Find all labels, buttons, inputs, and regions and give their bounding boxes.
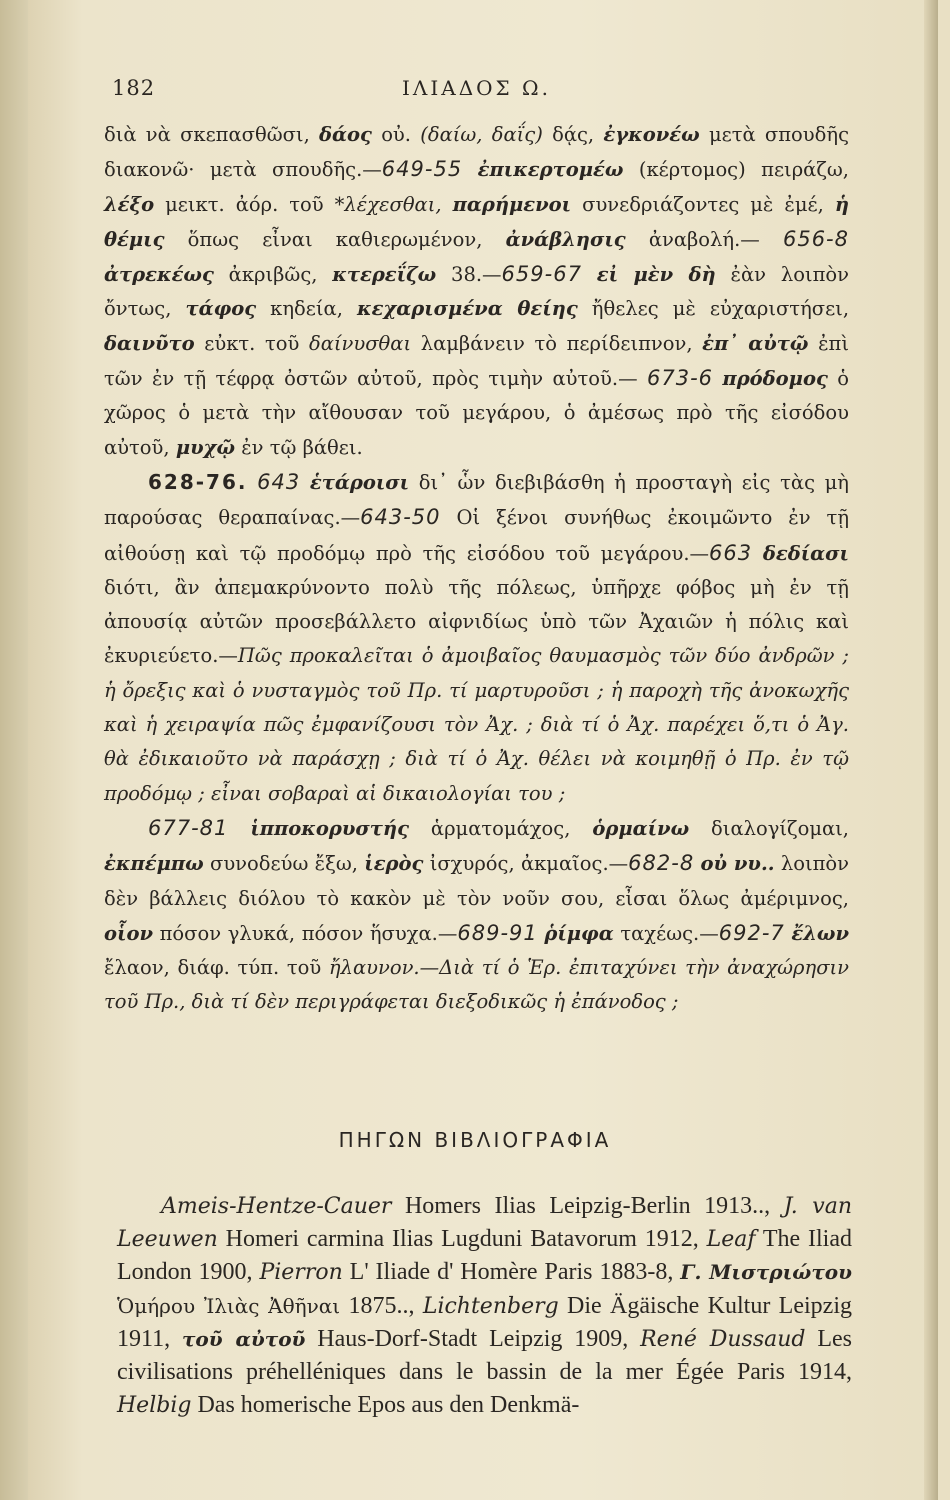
text-span: ἰσχυρός, ἀκμαῖος.— bbox=[423, 852, 629, 876]
text-span: Ὁμήρου Ἰλιὰς Ἀθῆναι bbox=[117, 1293, 341, 1318]
text-span: διαλογίζομαι, bbox=[689, 816, 850, 840]
text-span: μεικτ. ἀόρ. τοῦ bbox=[154, 192, 335, 216]
lemma-term: τάφος bbox=[185, 297, 257, 321]
lemma-term: ἱερὸς bbox=[364, 852, 424, 876]
lemma-term: ἡ θέμις bbox=[104, 192, 850, 251]
author-name: Leaf bbox=[706, 1227, 756, 1253]
text-span: 38.— bbox=[436, 263, 502, 287]
bibliography-heading: ΠΗΓΩΝ ΒΙΒΛΙΟΓΡΑΦΙΑ bbox=[338, 1128, 612, 1152]
text-span bbox=[247, 471, 257, 494]
bibliography-text bbox=[117, 1190, 852, 1422]
lemma-term: δάος bbox=[319, 123, 372, 146]
lemma-term: δαινῦτο bbox=[104, 331, 195, 355]
lemma-term: οὐ νυ.. bbox=[700, 852, 775, 876]
text-span: δι᾽ ὧν διεβιβάσθη ἡ προσταγὴ εἰς τὰς μὴ παρούσας θεραπαίνας.— bbox=[104, 470, 849, 530]
author-name: J. van Leeuwen bbox=[117, 1194, 852, 1253]
text-span: The Iliad London 1900, bbox=[117, 1226, 852, 1286]
commentary-paragraph bbox=[104, 118, 849, 465]
text-span: εὐκτ. τοῦ bbox=[194, 331, 309, 355]
lemma-term: ἐπικερτομέω bbox=[477, 158, 624, 182]
text-span: Homeri carmina Ilias Lugduni Batavorum 1912, bbox=[217, 1226, 707, 1253]
text-span bbox=[713, 367, 722, 390]
text-span: οὐ. bbox=[371, 123, 421, 146]
text-span: ἔλαον, διάφ. τύπ. τοῦ bbox=[104, 956, 329, 980]
lemma-term: παρήμενοι bbox=[452, 192, 572, 216]
commentary-paragraph bbox=[104, 811, 849, 1020]
lemma-term: μυχῷ bbox=[175, 435, 236, 459]
text-span: δᾴς, bbox=[542, 123, 604, 146]
text-span: ἀκριβῶς, bbox=[213, 263, 333, 287]
text-span: διὰ νὰ σκεπασθῶσι, bbox=[104, 123, 320, 146]
running-title: ΙΛΙΑΔΟΣ Ω. bbox=[402, 76, 551, 100]
text-span: λαμβάνειν τὸ περίδειπνον, bbox=[411, 331, 703, 355]
lemma-term: λέξο bbox=[104, 192, 155, 216]
text-span: (δαίω, δαΐς) bbox=[420, 123, 543, 146]
lemma-term: ἀνάβλησις bbox=[505, 227, 626, 251]
text-span: ἐπὶ τῶν ἐν τῇ τέφρᾳ ὀστῶν αὐτοῦ, πρὸς τιμὴν αὐτοῦ.— bbox=[104, 331, 850, 391]
verse-number: 673-6 bbox=[646, 366, 714, 391]
verse-number: 663 bbox=[709, 540, 753, 565]
text-span: δαίνυσθαι bbox=[308, 331, 412, 355]
verse-number: 692-7 bbox=[718, 920, 785, 945]
text-span: Homers Ilias Leipzig-Berlin 1913.., bbox=[391, 1193, 784, 1219]
text-span: ἤλαυνον.—Διὰ τί ὁ Ἑρ. ἐπιταχύνει τὴν ἀναχώρησιν τοῦ Πρ., διὰ τί δὲν περιγράφεται διεξοδικῶς ἡ ἐπάνοδος ; bbox=[104, 956, 849, 1014]
text-span: ὁ χῶρος ὁ μετὰ τὴν αἴθουσαν τοῦ μεγάρου, ὁ ἀμέσως πρὸ τῆς εἰσόδου αὐτοῦ, bbox=[104, 367, 849, 459]
text-span: ἐν τῷ βάθει. bbox=[235, 435, 363, 459]
text-span: Πῶς προκαλεῖται ὁ ἀμοιβαῖος θαυμασμὸς τῶν δύο ἀνδρῶν ; ἡ ὄρεξις καὶ ὁ νυσταγμὸς τοῦ Πρ. τί μαρτυροῦσι ; ἡ παροχὴ τῆς ἀνοκωχῆς καὶ ἡ χειραψία πῶς ἐμφανίζουσι τὸν Ἀχ. ; διὰ τί ὁ Ἀχ. παρέχει ὅ,τι ὁ Ἀγ. θὰ ἐδικαιοῦτο νὰ παράσχῃ ; διὰ τί ὁ Ἀχ. θέλει νὰ κοιμηθῇ ὁ Πρ. ἐν τῷ προδόμῳ ; εἶναι σοβαραὶ αἱ δικαιολογίαι του ; bbox=[104, 644, 849, 805]
lemma-term: οἷον bbox=[104, 921, 153, 945]
lemma-term: ἐπ᾽ αὐτῷ bbox=[702, 331, 809, 355]
text-span bbox=[752, 542, 763, 565]
verse-number: 659-67 bbox=[501, 262, 582, 287]
text-span: κηδεία, bbox=[256, 297, 357, 321]
verse-number: 643-50 bbox=[360, 505, 441, 530]
text-span: L' Iliade d' Homère Paris 1883-8, bbox=[342, 1259, 681, 1286]
commentary-paragraph bbox=[104, 465, 849, 811]
verse-number: 682-8 bbox=[628, 851, 695, 876]
text-span: ἁρματομάχος, bbox=[408, 816, 593, 840]
lemma-term: ἱπποκορυστής bbox=[250, 816, 409, 840]
lemma-term: ἔλων bbox=[791, 921, 850, 945]
text-span: συνεδριάζοντες μὲ ἐμέ, bbox=[571, 192, 835, 216]
text-span: ὅπως εἶναι καθιερωμένον, bbox=[164, 227, 506, 251]
text-span: 1875.., bbox=[340, 1292, 423, 1319]
page-header bbox=[112, 76, 872, 104]
text-span: Οἱ ξένοι συνήθως ἐκοιμῶντο ἐν τῇ αἰθούσῃ καὶ τῷ προδόμῳ πρὸ τῆς εἰσόδου τοῦ μεγάρου.— bbox=[104, 506, 849, 565]
text-span: ἀναβολή.— bbox=[625, 227, 783, 251]
page-edge bbox=[924, 0, 938, 1500]
book-gutter bbox=[0, 0, 28, 1500]
verse-number: 677-81 bbox=[148, 815, 229, 840]
lemma-term: εἰ μὲν δὴ bbox=[596, 263, 716, 287]
text-span: τοῦ αὐτοῦ bbox=[181, 1326, 306, 1351]
text-span: Die Ägäische Kultur Leipzig 1911, bbox=[117, 1292, 852, 1352]
lemma-term: δεδίασι bbox=[762, 541, 849, 565]
lemma-term: ἐκπέμπω bbox=[104, 852, 204, 876]
text-span: πόσον γλυκά, πόσον ἥσυχα.— bbox=[152, 921, 458, 945]
text-span: Γ. Μιστριώτου bbox=[680, 1260, 852, 1285]
text-span: λοιπὸν δὲν βάλλεις διόλου τὸ κακὸν μὲ τὸν νοῦν σου, εἶσαι ὅλως ἀμέριμνος, bbox=[104, 852, 849, 910]
text-span: Les civilisations préhelléniques dans le bassin de la mer Égée Paris 1914, bbox=[117, 1325, 853, 1386]
lemma-term: κεχαρισμένα θείης bbox=[356, 297, 578, 321]
author-name: Lichtenberg bbox=[422, 1293, 559, 1319]
author-name: Helbig bbox=[117, 1393, 192, 1419]
text-span bbox=[442, 193, 453, 216]
text-span: συνοδεύω ἔξω, bbox=[203, 852, 365, 876]
verse-number: 643 bbox=[257, 469, 301, 494]
text-span: ἤθελες μὲ εὐχαριστήσει, bbox=[577, 297, 850, 321]
text-span bbox=[300, 471, 310, 494]
verse-number: 656-8 bbox=[782, 226, 849, 251]
lemma-term: πρόδομος bbox=[722, 367, 828, 391]
lemma-term: κτερεΐζω bbox=[332, 263, 437, 287]
page-number: 182 bbox=[112, 76, 156, 100]
lemma-term: ἑτάροισι bbox=[309, 470, 410, 494]
text-span: ταχέως.— bbox=[613, 921, 719, 945]
text-span bbox=[462, 158, 477, 181]
text-span bbox=[582, 263, 597, 286]
text-span: ἐὰν λοιπὸν ὄντως, bbox=[104, 263, 849, 321]
lemma-term: ἐγκονέω bbox=[603, 123, 700, 146]
text-span: μετὰ σπουδῆς διακονῶ· μετὰ σπουδῆς.— bbox=[104, 123, 849, 182]
text-span: *λέχεσθαι, bbox=[334, 192, 442, 216]
text-span bbox=[228, 817, 250, 840]
lemma-term: ῥίμφα bbox=[544, 921, 614, 945]
verse-number: 649-55 bbox=[381, 157, 463, 182]
text-span: (κέρτομος) πειράζω, bbox=[623, 158, 850, 182]
text-span: Haus-Dorf-Stadt Leipzig 1909, bbox=[305, 1325, 641, 1352]
bibliography-paragraph bbox=[117, 1190, 852, 1422]
text-span: Das homerische Epos aus den Denkmä- bbox=[191, 1392, 580, 1419]
author-name: René Dussaud bbox=[640, 1326, 806, 1352]
verse-number: 689-91 bbox=[457, 920, 538, 945]
lemma-term: ἀτρεκέως bbox=[104, 263, 214, 287]
text-span: διότι, ἂν ἀπεμακρύνοντο πολὺ τῆς πόλεως, ὑπῆρχε φόβος μὴ ἐν τῇ ἀπουσίᾳ αὐτῶν προσεβάλλετο αἰφνιδίως ὑπὸ τῶν Ἀχαιῶν ἡ πόλις καὶ ἐκυριεύετο.— bbox=[104, 575, 849, 668]
author-name: Pierron bbox=[259, 1260, 343, 1286]
lemma-term: ὁρμαίνω bbox=[592, 816, 690, 840]
author-name: Ameis-Hentze-Cauer bbox=[161, 1194, 392, 1219]
commentary-text bbox=[104, 118, 849, 1020]
section-number: 628-76. bbox=[148, 469, 248, 494]
